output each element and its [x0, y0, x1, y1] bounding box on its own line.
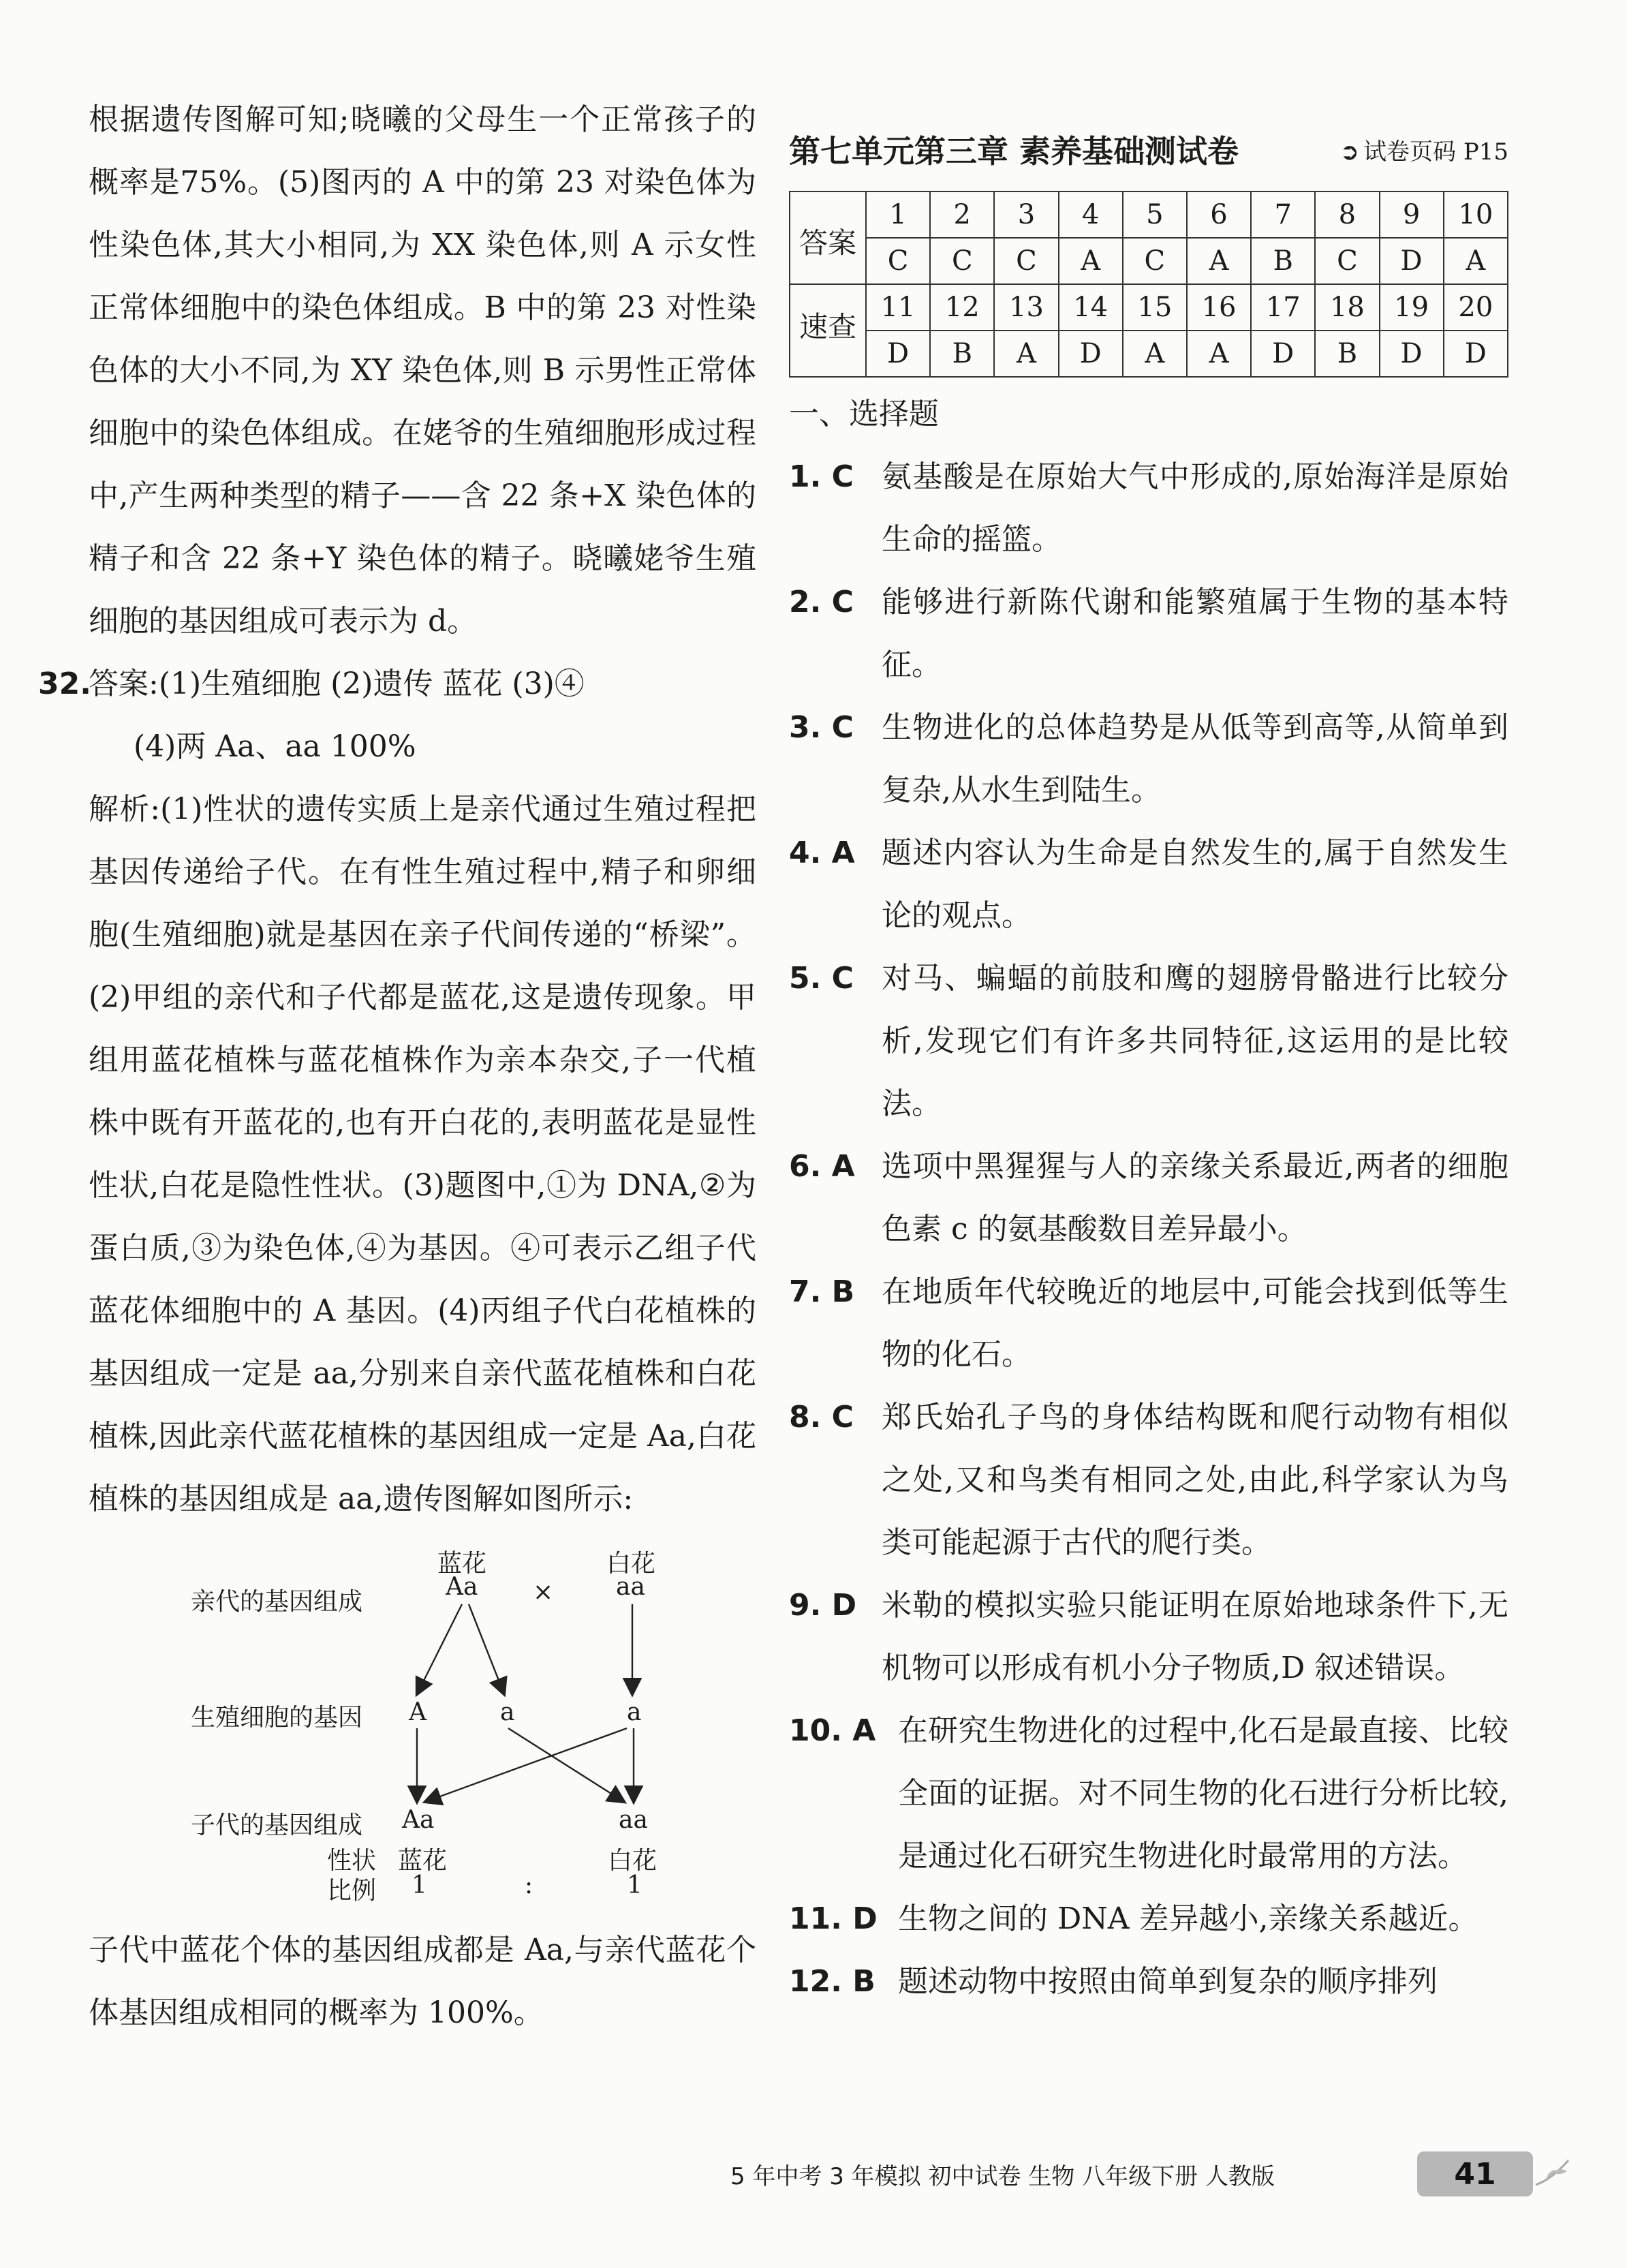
- question-item: [789, 571, 1508, 696]
- row-label-gametes: 生殖细胞的基因: [191, 1704, 363, 1732]
- table-cell: C: [866, 238, 930, 284]
- ratio-2: 1: [627, 1871, 642, 1899]
- q-text: 生物之间的 DNA 差异越小,亲缘关系越近。: [898, 1901, 1478, 1936]
- q-text: 题述内容认为生命是自然发生的,属于自然发生论的观点。: [882, 836, 1508, 933]
- table-cell: A: [1187, 238, 1251, 284]
- table-cell: D: [1380, 238, 1444, 284]
- table-cell: 6: [1187, 191, 1251, 238]
- q-text: 能够进行新陈代谢和能繁殖属于生物的基本特征。: [882, 585, 1508, 682]
- table-cell: 11: [866, 284, 930, 331]
- table-cell: 5: [1123, 191, 1187, 238]
- page-ref-text: 试卷页码 P15: [1363, 138, 1508, 166]
- table-cell: 9: [1380, 191, 1444, 238]
- parent2-gene: aa: [616, 1573, 645, 1601]
- table-header-label: 答案: [790, 191, 866, 284]
- table-cell: B: [1315, 331, 1379, 377]
- q-num: 4.: [789, 836, 822, 870]
- cross-symbol: ×: [533, 1578, 554, 1606]
- footer-text: 5 年中考 3 年模拟 初中试卷 生物 八年级下册 人教版: [730, 2162, 1275, 2190]
- row-label-trait: 性状: [327, 1847, 377, 1875]
- q-letter: A: [831, 1149, 855, 1184]
- q-num: 8.: [789, 1400, 822, 1435]
- table-cell: D: [1444, 331, 1508, 377]
- question-item: [789, 1700, 1508, 1888]
- q-letter: A: [831, 836, 855, 870]
- table-cell: 14: [1059, 284, 1123, 331]
- table-cell: 10: [1444, 191, 1508, 238]
- ratio-1: 1: [412, 1871, 427, 1899]
- table-header-label-2: 速查: [790, 284, 866, 377]
- q-num: 11.: [789, 1901, 842, 1936]
- table-cell: 1: [866, 191, 930, 238]
- continued-paragraph: 根据遗传图解可知;晓曦的父母生一个正常孩子的概率是75%。(5)图丙的 A 中的第 23 对染色体为性染色体,其大小相同,为 XX 染色体,则 A 示女性正常体细胞中的染色体组成。B 中的第 23 对性染色体的大小不同,为 XY 染色体,则 B 示男性正常体细胞中的染色体组成。在姥爷的生殖细胞形成过程中,产生两种类型的精子——含 22 条+X 染色体的精子和含 22 条+Y 染色体的精子。晓曦姥爷生殖细胞的基因组成可表示为 d。: [89, 102, 756, 639]
- table-row: [790, 238, 1508, 284]
- q-text: 郑氏始孔子鸟的身体结构既和爬行动物有相似之处,又和鸟类有相同之处,由此,科学家认为鸟类可能起源于古代的爬行类。: [882, 1400, 1508, 1560]
- q-text: 题述动物中按照由简单到复杂的顺序排列: [898, 1964, 1438, 1999]
- q-text: 米勒的模拟实验只能证明在原始地球条件下,无机物可以形成有机小分子物质,D 叙述错误。: [882, 1588, 1508, 1685]
- parent1-gene: Aa: [446, 1573, 478, 1601]
- question-item: [789, 446, 1508, 571]
- table-cell: 12: [930, 284, 994, 331]
- table-row: [790, 331, 1508, 377]
- q-num: 6.: [789, 1149, 822, 1184]
- q-num: 10.: [789, 1713, 842, 1748]
- q-num: 3.: [789, 710, 822, 745]
- question-item: [789, 1950, 1508, 2013]
- table-cell: 17: [1251, 284, 1315, 331]
- q-num: 5.: [789, 961, 822, 996]
- child1-trait: 蓝花: [398, 1847, 448, 1875]
- inheritance-diagram: [89, 1531, 756, 1905]
- q-num: 9.: [789, 1588, 822, 1623]
- table-cell: A: [1059, 238, 1123, 284]
- q-letter: A: [852, 1713, 876, 1748]
- question-number: 32.: [38, 666, 91, 701]
- table-cell: 20: [1444, 284, 1508, 331]
- table-cell: A: [1123, 331, 1187, 377]
- table-cell: D: [1251, 331, 1315, 377]
- q-letter: B: [831, 1274, 855, 1309]
- table-cell: 2: [930, 191, 994, 238]
- row-label-parents: 亲代的基因组成: [191, 1588, 363, 1616]
- question-item: [789, 1386, 1508, 1574]
- q-num: 1.: [789, 459, 822, 494]
- page-footer: [722, 2147, 1574, 2201]
- table-cell: A: [994, 331, 1058, 377]
- gamete-2: a: [500, 1698, 515, 1726]
- page-number: 41: [1417, 2151, 1533, 2196]
- test-title-bar: [789, 120, 1508, 179]
- question-item: [789, 696, 1508, 822]
- question-item: [789, 1888, 1508, 1950]
- child1-gene: Aa: [402, 1806, 435, 1834]
- q-letter: C: [831, 961, 854, 996]
- q-text: 氨基酸是在原始大气中形成的,原始海洋是原始生命的摇篮。: [882, 459, 1508, 557]
- arrow-aa-to-a: [469, 1604, 504, 1694]
- table-cell: 16: [1187, 284, 1251, 331]
- q-num: 12.: [789, 1964, 842, 1999]
- question-item: [789, 822, 1508, 947]
- q-text: 生物进化的总体趋势是从低等到高等,从简单到复杂,从水生到陆生。: [882, 710, 1508, 808]
- left-column: [38, 89, 756, 2044]
- row-label-ratio: 比例: [327, 1877, 377, 1905]
- q-letter: D: [852, 1901, 878, 1936]
- table-cell: 18: [1315, 284, 1379, 331]
- row-label-offspring: 子代的基因组成: [191, 1811, 363, 1839]
- ratio-separator: :: [525, 1871, 533, 1899]
- table-row: [790, 284, 1508, 331]
- q-letter: C: [831, 1400, 854, 1435]
- q-letter: C: [831, 710, 854, 745]
- table-cell: C: [930, 238, 994, 284]
- table-row: [790, 191, 1508, 238]
- q-num: 2.: [789, 585, 822, 619]
- table-cell: D: [1059, 331, 1123, 377]
- table-cell: B: [1251, 238, 1315, 284]
- q-text: 对马、蝙蝠的前肢和鹰的翅膀骨骼进行比较分析,发现它们有许多共同特征,这运用的是比较法。: [882, 961, 1508, 1121]
- table-cell: B: [930, 331, 994, 377]
- table-cell: D: [866, 331, 930, 377]
- q-letter: C: [831, 585, 854, 619]
- table-cell: 7: [1251, 191, 1315, 238]
- q-text: 选项中黑猩猩与人的亲缘关系最近,两者的细胞色素 c 的氨基酸数目差异最小。: [882, 1149, 1508, 1246]
- table-cell: A: [1187, 331, 1251, 377]
- question-item: [789, 947, 1508, 1135]
- q-letter: D: [831, 1588, 857, 1623]
- right-column: [789, 120, 1508, 2013]
- arrow-circle-icon: ➲: [1339, 138, 1360, 166]
- answer-table: [789, 191, 1508, 378]
- gamete-3: a: [627, 1698, 642, 1726]
- table-cell: C: [994, 238, 1058, 284]
- q-num: 7.: [789, 1274, 822, 1309]
- analysis-paragraph: 解析:(1)性状的遗传实质上是亲代通过生殖过程把基因传递给子代。在有性生殖过程中,精子和卵细胞(生殖细胞)就是基因在亲子代间传递的“桥梁”。(2)甲组的亲代和子代都是蓝花,这是遗传现象。甲组用蓝花植株与蓝花植株作为亲本杂交,子一代植株中既有开蓝花的,也有开白花的,表明蓝花是显性性状,白花是隐性性状。(3)题图中,①为 DNA,②为蛋白质,③为染色体,④为基因。④可表示乙组子代蓝花体细胞中的 A 基因。(4)丙组子代白花植株的基因组成一定是 aa,分别来自亲代蓝花植株和白花植株,因此亲代蓝花植株的基因组成一定是 Aa,白花植株的基因组成是 aa,遗传图解如图所示:: [89, 792, 756, 1516]
- question-32-answer: [38, 653, 756, 716]
- arrow-aa-to-A: [417, 1604, 462, 1694]
- table-cell: 3: [994, 191, 1058, 238]
- section-heading: 一、选择题: [789, 397, 939, 431]
- answer-line-1: 答案:(1)生殖细胞 (2)遗传 蓝花 (3)④: [89, 666, 585, 701]
- table-cell: 19: [1380, 284, 1444, 331]
- table-cell: 13: [994, 284, 1058, 331]
- child2-trait: 白花: [608, 1847, 657, 1875]
- table-cell: D: [1380, 331, 1444, 377]
- question-item: [789, 1135, 1508, 1261]
- q-letter: B: [852, 1964, 876, 1999]
- q-letter: C: [831, 459, 854, 494]
- question-item: [789, 1261, 1508, 1386]
- table-cell: 15: [1123, 284, 1187, 331]
- q-text: 在研究生物进化的过程中,化石是最直接、比较全面的证据。对不同生物的化石进行分析比较,是通过化石研究生物进化时最常用的方法。: [898, 1713, 1508, 1873]
- question-item: [789, 1574, 1508, 1700]
- child2-gene: aa: [619, 1806, 648, 1834]
- table-cell: 8: [1315, 191, 1379, 238]
- gamete-1: A: [409, 1698, 427, 1726]
- page-ref: [1340, 133, 1508, 166]
- conclusion-paragraph: 子代中蓝花个体的基因组成都是 Aa,与亲代蓝花个体基因组成相同的概率为 100%。: [89, 1933, 756, 2030]
- table-cell: A: [1444, 238, 1508, 284]
- q-text: 在地质年代较晚近的地层中,可能会找到低等生物的化石。: [882, 1274, 1508, 1372]
- test-title: 第七单元第三章 素养基础测试卷: [789, 133, 1239, 170]
- table-cell: C: [1315, 238, 1379, 284]
- answer-line-2: (4)两 Aa、aa 100%: [134, 729, 416, 764]
- table-cell: C: [1123, 238, 1187, 284]
- branch-icon: [1533, 2154, 1574, 2194]
- parent1-trait: 蓝花: [437, 1550, 487, 1578]
- table-cell: 4: [1059, 191, 1123, 238]
- parent2-trait: 白花: [606, 1550, 656, 1578]
